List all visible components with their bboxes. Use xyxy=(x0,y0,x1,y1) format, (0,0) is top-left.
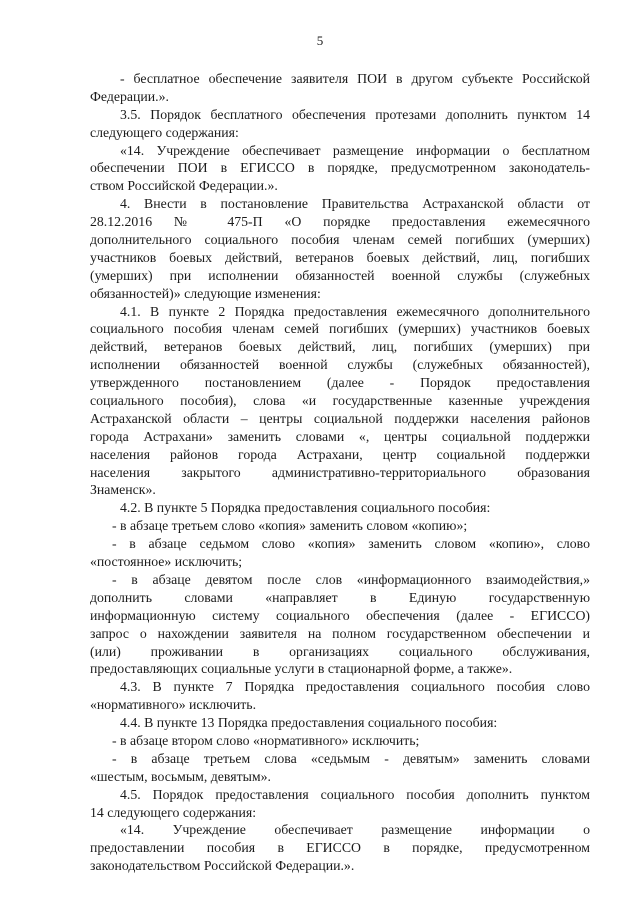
text-line: исполнении обязанностей военной службы (служебных обязанностей), xyxy=(90,357,590,373)
text-line: утвержденного постановлением (далее - Порядок предоставления xyxy=(90,375,590,391)
document-body xyxy=(90,70,590,875)
text-line: «нормативного» исключить. xyxy=(90,697,257,713)
text-line: 4.3. В пункте 7 Порядка предоставления социального пособия слово xyxy=(120,679,590,695)
text-line: дополнить словами «направляет в Единую государственную xyxy=(90,589,590,605)
text-line: действий, ветеранов боевых действий, лиц, погибших (умерших) при xyxy=(90,339,590,355)
text-line: - в абзаце втором слово «нормативного» исключить; xyxy=(112,732,420,748)
text-line: населения закрытого административно-территориального образования xyxy=(90,464,590,480)
text-line: информационную систему социального обеспечения (далее - ЕГИССО) xyxy=(90,607,590,623)
text-line: 28.12.2016 № 475-П «О порядке предоставления ежемесячного xyxy=(90,214,590,230)
text-line: участников боевых действий, ветеранов боевых действий, лиц, погибших xyxy=(90,249,590,265)
text-line: предоставляющих социальные услуги в стационарной форме, а также». xyxy=(90,661,513,677)
text-line: - в абзаце седьмом слово «копия» заменить словом «копию», слово xyxy=(112,536,590,552)
text-line: «шестым, восьмым, девятым». xyxy=(90,768,271,784)
text-line: - в абзаце третьем слово «копия» заменить словом «копию»; xyxy=(112,518,468,534)
text-line: 4.1. В пункте 2 Порядка предоставления ежемесячного дополнительного xyxy=(120,303,590,319)
text-line: обеспечении ПОИ в ЕГИССО в порядке, предусмотренном законодатель- xyxy=(90,160,590,176)
text-line: - в абзаце девятом после слов «информационного взаимодействия,» xyxy=(112,571,590,587)
text-line: «14. Учреждение обеспечивает размещение информации о бесплатном xyxy=(120,142,590,158)
page-number: 5 xyxy=(316,33,324,48)
text-line: населения районов города Астрахани, центр социальной поддержки xyxy=(90,446,590,462)
text-line: Знаменск». xyxy=(90,482,156,498)
text-line: - бесплатное обеспечение заявителя ПОИ в другом субъекте Российской xyxy=(120,71,590,86)
text-line: - в абзаце третьем слова «седьмым - девятым» заменить словами xyxy=(112,750,590,766)
text-line: 4.4. В пункте 13 Порядка предоставления социального пособия: xyxy=(120,715,498,731)
text-line: (умерших) при исполнении обязанностей военной службы (служебных xyxy=(90,267,590,283)
text-line: «постоянное» исключить; xyxy=(90,554,243,570)
text-line: 4.5. Порядок предоставления социального пособия дополнить пунктом xyxy=(120,786,590,802)
text-line: города Астрахани» заменить словами «, центры социальной поддержки xyxy=(90,428,590,444)
text-line: 4.2. В пункте 5 Порядка предоставления социального пособия: xyxy=(120,500,491,516)
text-line: дополнительного социального пособия членам семей погибших (умерших) xyxy=(90,232,590,248)
text-line: Федерации.». xyxy=(90,88,169,104)
text-line: законодательством Российской Федерации.». xyxy=(90,858,355,874)
text-line: предоставлении пособия в ЕГИССО в порядке, предусмотренном xyxy=(90,840,590,856)
text-line: следующего содержания: xyxy=(90,124,239,140)
text-line: 4. Внести в постановление Правительства Астраханской области от xyxy=(120,196,590,212)
text-line: (или) проживании в организациях социального обслуживания, xyxy=(90,643,590,659)
text-line: запрос о нахождении заявителя на полном государственном обеспечении и xyxy=(90,625,590,641)
text-line: социального пособия), слова «и государственные казенные учреждения xyxy=(90,393,590,409)
text-line: ством Российской Федерации.». xyxy=(90,178,278,194)
text-line: «14. Учреждение обеспечивает размещение информации о xyxy=(120,822,590,838)
text-line: социального пособия членам семей погибших (умерших) участников боевых xyxy=(90,321,590,337)
text-line: 14 следующего содержания: xyxy=(90,804,257,820)
text-line: обязанностей)» следующие изменения: xyxy=(90,285,321,301)
text-line: 3.5. Порядок бесплатного обеспечения протезами дополнить пунктом 14 xyxy=(120,106,590,122)
text-line: Астраханской области – центры социальной поддержки населения районов xyxy=(90,410,590,426)
